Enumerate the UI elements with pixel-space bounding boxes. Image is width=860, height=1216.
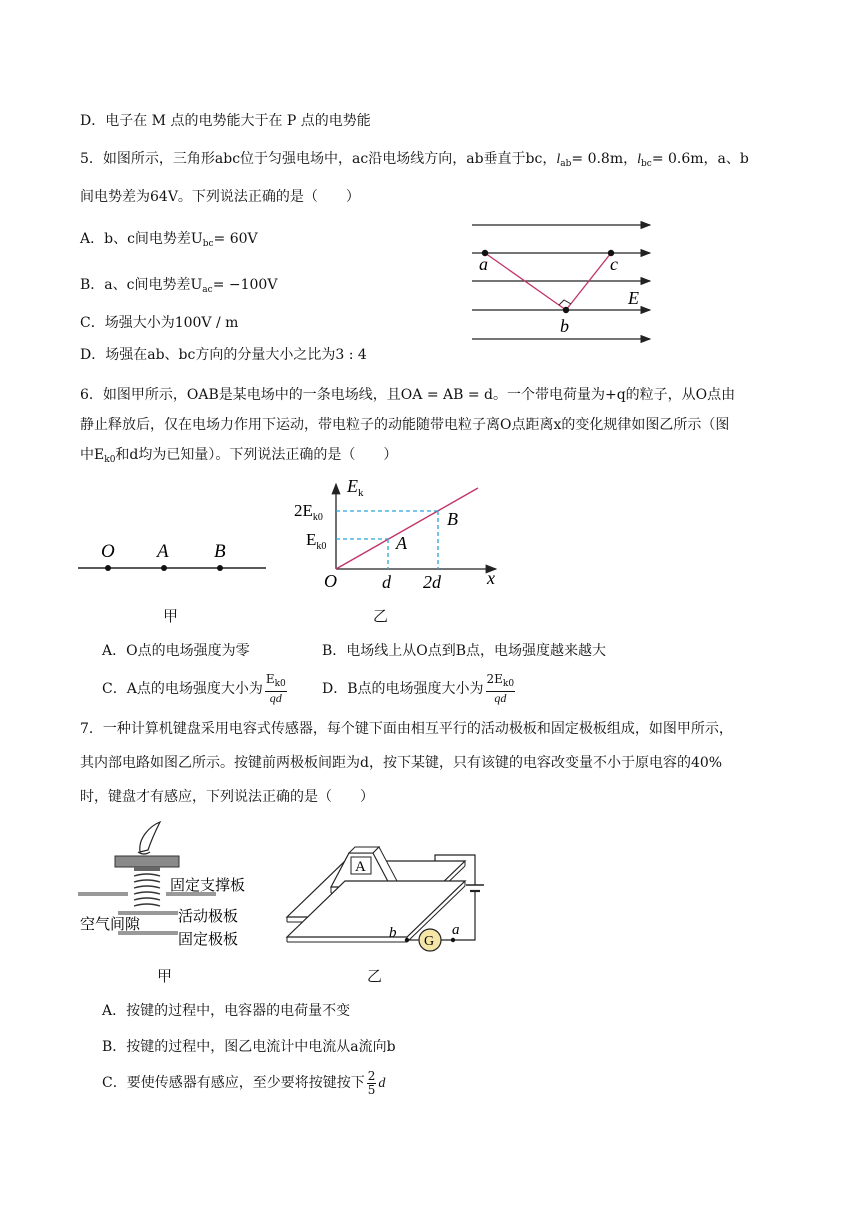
point-O: [105, 565, 111, 571]
movable-plate: [118, 911, 178, 915]
q6-option-d: D．B点的电场强度大小为 $\frac{2E_{k0}}{qd}$: [322, 672, 515, 705]
q5-stem-line2: 间电势差为64V。下列说法正确的是（ ）: [80, 189, 360, 205]
q6-option-a: A．O点的电场强度为零: [102, 643, 250, 659]
point-b: [563, 307, 569, 313]
svg-text:空气间隙: 空气间隙: [80, 917, 141, 933]
svg-text:B: B: [447, 509, 458, 529]
finger-icon: [140, 822, 160, 852]
fixed-support-plate: [78, 892, 128, 896]
label-a: a: [479, 254, 488, 274]
point-A: [161, 565, 167, 571]
q6-caption-yi: 乙: [373, 607, 389, 625]
q7-key-figure: [78, 820, 278, 955]
svg-text:a: a: [452, 922, 460, 938]
svg-text:G: G: [424, 934, 435, 949]
svg-text:A: A: [157, 541, 169, 562]
q6-stem-line1: 6．如图甲所示，OAB是某电场中的一条电场线，且OA = AB = d。一个带电荷量为+q的粒子，从O点由: [80, 387, 736, 403]
svg-text:A: A: [396, 533, 407, 553]
svg-text:O: O: [101, 541, 115, 562]
q6-field-line-figure: [78, 535, 268, 575]
q7-stem-line1: 7．一种计算机键盘采用电容式传感器，每个键下面由相互平行的活动极板和固定极板组成，如图甲所示，: [80, 721, 733, 737]
q7-option-a: A．按键的过程中，电容器的电荷量不变: [102, 1003, 351, 1019]
q7-stem-line2: 其内部电路如图乙所示。按键前两极板间距为d，按下某键，只有该键的电容改变量不小于原电容的40%: [80, 755, 723, 771]
label-E: E: [628, 288, 639, 308]
q5-stem-line1: 5．如图所示，三角形abc位于匀强电场中，ac沿电场线方向，ab垂直于bc，$l_{ab}= 0.8m$，$l_{bc}= 0.6m$，a、b: [80, 151, 749, 169]
svg-text:固定极板: 固定极板: [178, 932, 239, 948]
q6-option-c: C．A点的电场强度大小为 $\frac{E_{k0}}{qd}$: [102, 672, 286, 705]
svg-text:b: b: [389, 925, 397, 941]
q6-stem-line3: 中$E_{k0}$和d均为已知量）。下列说法正确的是（ ）: [80, 447, 398, 465]
q7-stem-line3: 时，键盘才有感应，下列说法正确的是（ ）: [80, 789, 374, 805]
q6-energy-graph: [292, 478, 512, 594]
svg-text:Ek0: $E_{k0}$: [306, 530, 327, 552]
svg-text:O: O: [324, 571, 337, 591]
q6-caption-jia: 甲: [163, 607, 179, 625]
q5-option-c: C．场强大小为100V / m: [80, 315, 239, 331]
q6-stem-line2: 静止释放后，仅在电场力作用下运动，带电粒子的动能随带电粒子离O点距离x的变化规律如图乙所示（图: [80, 417, 730, 433]
q6-option-b: B．电场线上从O点到B点，电场强度越来越大: [322, 643, 607, 659]
label-c: c: [610, 254, 618, 274]
q7-caption-yi: 乙: [367, 967, 383, 985]
svg-text:d: d: [382, 572, 391, 592]
svg-text:2Ek0: $2E_{k0}$: [294, 501, 323, 523]
q7-option-c: C．要使传感器有感应，至少要将按键按下 $\frac{2}{5}$ d: [102, 1068, 386, 1097]
label-b: b: [560, 316, 569, 336]
q7-circuit-figure: [285, 845, 500, 960]
q7-caption-jia: 甲: [157, 967, 173, 985]
point-B: [217, 565, 223, 571]
q5-option-d: D．场强在ab、bc方向的分量大小之比为3 : 4: [80, 347, 367, 363]
q5-field-figure: [470, 216, 660, 346]
svg-text:A: A: [355, 859, 366, 875]
svg-text:x: x: [487, 568, 495, 588]
svg-text:2d: 2d: [423, 572, 441, 592]
q5-option-b: B．a、c间电势差$U_{ac}= -100V$: [80, 277, 278, 295]
svg-text:固定支撑板: 固定支撑板: [170, 878, 246, 894]
q7-option-b: B．按键的过程中，图乙电流计中电流从a流向b: [102, 1039, 396, 1055]
right-angle-mark: [559, 300, 571, 305]
svg-text:B: B: [214, 541, 226, 562]
svg-text:活动极板: 活动极板: [178, 909, 239, 925]
q4-option-d: D．电子在 M 点的电势能大于在 P 点的电势能: [80, 113, 371, 129]
q5-option-a: A．b、c间电势差$U_{bc}= 60V$: [80, 231, 258, 249]
key-cap: [115, 856, 179, 867]
svg-text:Ek: $E_k$: [347, 476, 364, 499]
